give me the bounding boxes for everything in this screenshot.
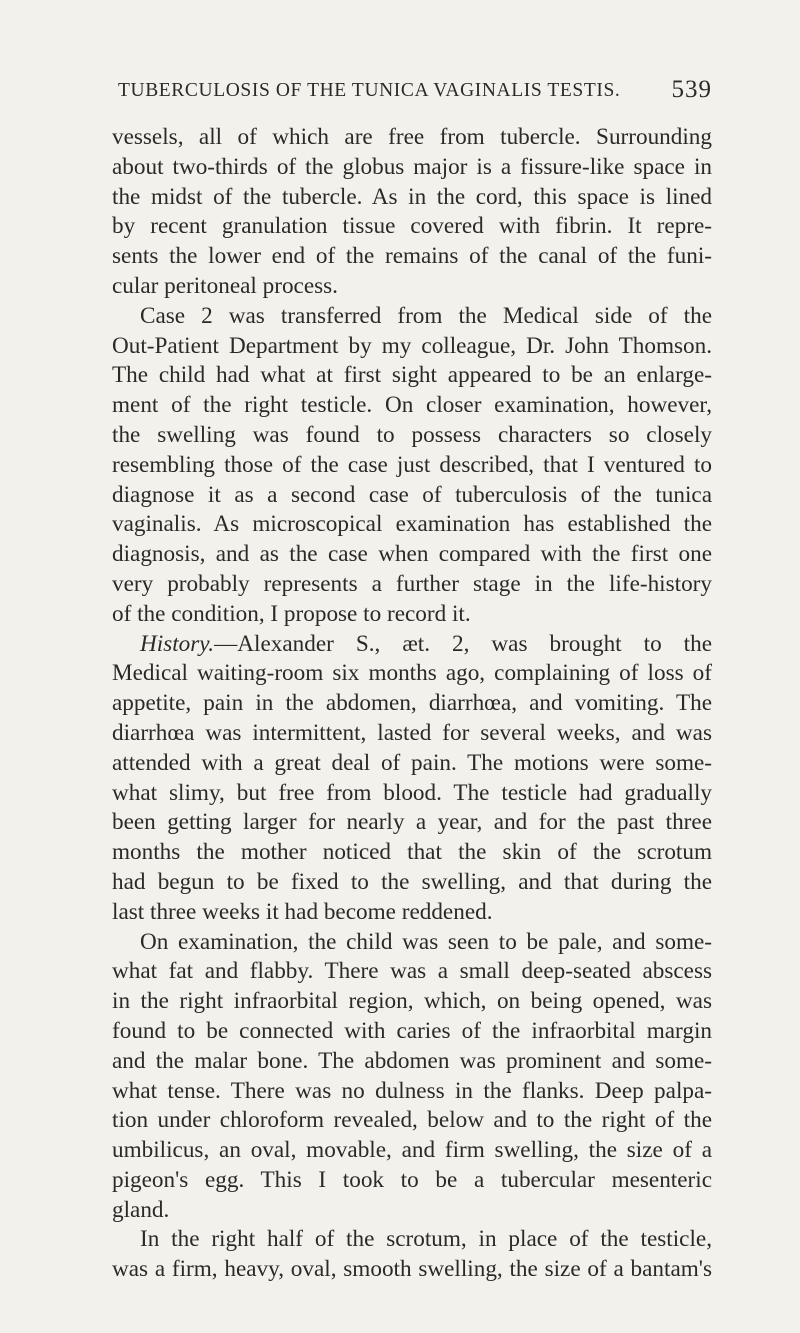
line-text: what tense. There was no dulness in the flanks. Deep palpa- (112, 1077, 712, 1104)
line-text: what slimy, but free from blood. The testicle had gradually (112, 779, 712, 806)
line-text: pigeon's egg. This I took to be a tubercular mesenteric (112, 1166, 712, 1193)
text-line (112, 749, 712, 779)
text-line (112, 1255, 712, 1285)
text-line (112, 451, 712, 481)
text-line (112, 1136, 712, 1166)
text-line (112, 630, 712, 660)
line-text: months the mother noticed that the skin of the scrotum (112, 839, 712, 866)
page-number: 539 (671, 76, 712, 103)
text-line (112, 123, 712, 153)
text-line (112, 868, 712, 898)
text-line (112, 391, 712, 421)
text-line (112, 1166, 712, 1196)
text-line (112, 928, 712, 958)
line-text: the swelling was found to possess characters so closely (112, 421, 712, 448)
line-text: was a firm, heavy, oval, smooth swelling, the size of a bantam's (112, 1256, 712, 1283)
text-line (112, 361, 712, 391)
line-text: vaginalis. As microscopical examination has established the (112, 511, 712, 538)
text-line (112, 212, 712, 242)
line-text: diarrhœa was intermittent, lasted for several weeks, and was (112, 719, 712, 746)
text-line (112, 1017, 712, 1047)
line-text: about two-thirds of the globus major is a fissure-like space in (112, 153, 712, 180)
text-line (112, 600, 712, 630)
line-text: and the malar bone. The abdomen was prominent and some- (112, 1047, 712, 1074)
line-text: the midst of the tubercle. As in the cord, this space is lined (112, 183, 712, 210)
text-line (112, 808, 712, 838)
text-line (112, 183, 712, 213)
text-line (112, 570, 712, 600)
line-text: diagnosis, and as the case when compared with the first one (112, 541, 712, 568)
line-text: last three weeks it had become reddened. (112, 898, 493, 925)
line-text: umbilicus, an oval, movable, and firm swelling, the size of a (112, 1137, 712, 1164)
line-text: had begun to be fixed to the swelling, and that during the (112, 868, 712, 895)
text-line (112, 719, 712, 749)
line-text: ment of the right testicle. On closer examination, however, (112, 392, 712, 419)
text-line (112, 481, 712, 511)
text-line (112, 540, 712, 570)
text-line (112, 510, 712, 540)
line-text: On examination, the child was seen to be pale, and some- (140, 928, 712, 955)
line-text: by recent granulation tissue covered with fibrin. It repre- (112, 213, 712, 240)
line-text: found to be connected with caries of the infraorbital margin (112, 1017, 712, 1044)
line-text: been getting larger for nearly a year, and for the past three (112, 809, 712, 836)
running-title: TUBERCULOSIS OF THE TUNICA VAGINALIS TESTIS. (118, 80, 621, 101)
line-text: resembling those of the case just described, that I ventured to (112, 451, 712, 478)
line-text: In the right half of the scrotum, in place of the testicle, (140, 1226, 712, 1253)
line-text: vessels, all of which are free from tubercle. Surrounding (112, 124, 712, 150)
line-text: Out-Patient Department by my colleague, Dr. John Thomson. (112, 332, 712, 359)
text-line (112, 1106, 712, 1136)
italic-heading: History. (140, 630, 215, 657)
text-line (112, 659, 712, 689)
body-text (112, 123, 712, 1285)
text-line (112, 838, 712, 868)
line-text: cular peritoneal process. (112, 272, 338, 299)
line-text: in the right infraorbital region, which, on being opened, was (112, 988, 712, 1015)
text-line (112, 302, 712, 332)
text-line (112, 242, 712, 272)
line-text: tion under chloroform revealed, below and to the right of the (112, 1107, 712, 1134)
line-text: attended with a great deal of pain. The motions were some- (112, 749, 712, 776)
text-line (112, 957, 712, 987)
text-line (112, 689, 712, 719)
line-text: of the condition, I propose to record it. (112, 600, 471, 627)
line-text: sents the lower end of the remains of the canal of the funi- (112, 243, 712, 270)
text-line (112, 153, 712, 183)
line-text: Case 2 was transferred from the Medical side of the (140, 302, 712, 329)
text-line (112, 1047, 712, 1077)
running-head (118, 76, 712, 110)
text-line (112, 332, 712, 362)
line-text: appetite, pain in the abdomen, diarrhœa, and vomiting. The (112, 690, 712, 717)
line-text: —Alexander S., æt. 2, was brought to the (214, 630, 712, 657)
text-line (112, 898, 712, 928)
text-line (112, 1196, 712, 1226)
line-text: what fat and flabby. There was a small deep-seated abscess (112, 958, 712, 985)
text-line (112, 421, 712, 451)
line-text: The child had what at first sight appeared to be an enlarge- (112, 362, 712, 389)
line-text: Medical waiting-room six months ago, complaining of loss of (112, 660, 712, 687)
text-line (112, 987, 712, 1017)
line-text: gland. (112, 1196, 170, 1223)
line-text: very probably represents a further stage in the life-history (112, 570, 712, 597)
text-line (112, 1225, 712, 1255)
text-line (112, 779, 712, 809)
text-line (112, 272, 712, 302)
line-text: diagnose it as a second case of tuberculosis of the tunica (112, 481, 712, 508)
text-line (112, 1077, 712, 1107)
